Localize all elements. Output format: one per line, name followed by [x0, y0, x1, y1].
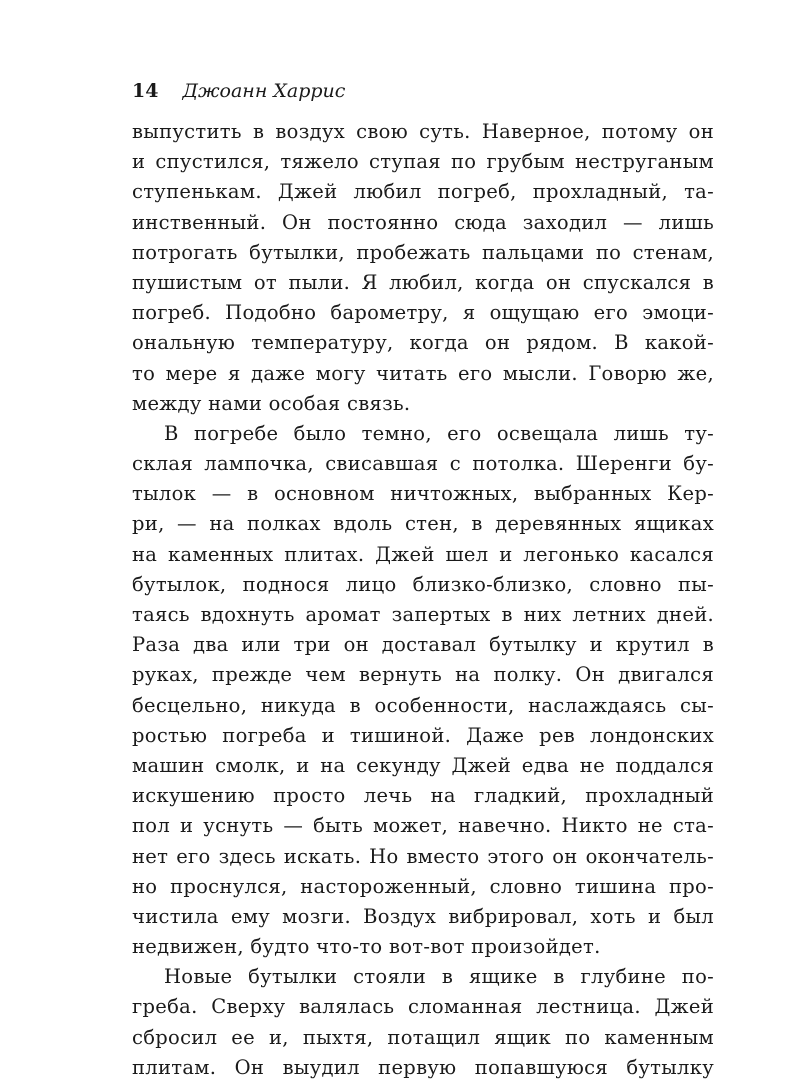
running-header [132, 80, 345, 102]
page-number: 14 [132, 80, 159, 102]
text-line: потрогать бутылки, пробежать пальцами по стенам, [132, 240, 714, 264]
text-line: и спустился, тяжело ступая по грубым неструганым [132, 150, 714, 174]
text-line: то мере я даже могу читать его мысли. Говорю же, [132, 361, 714, 385]
text-line: склая лампочка, свисавшая с потолка. Шеренги бу- [132, 452, 714, 476]
body-text [132, 117, 714, 1083]
text-line: ростью погреба и тишиной. Даже рев лондонских [132, 723, 714, 747]
text-line: бутылок, поднося лицо близко-близко, словно пы- [132, 572, 714, 596]
text-line: инственный. Он постоянно сюда заходил — лишь [132, 210, 714, 234]
text-line: сбросил ее и, пыхтя, потащил ящик по каменным [132, 1025, 714, 1049]
text-line: таясь вдохнуть аромат запертых в них летних дней. [132, 603, 714, 626]
text-line: руках, прежде чем вернуть на полку. Он двигался [132, 663, 714, 687]
text-line: Раза два или три он доставал бутылку и крутил в [132, 633, 714, 657]
text-line: между нами особая связь. [132, 391, 411, 415]
author-name: Джоанн Харрис [182, 80, 346, 102]
text-line: чистила ему мозги. Воздух вибрировал, хоть и был [132, 904, 714, 928]
text-line: бесцельно, никуда в особенности, наслаждаясь сы- [132, 693, 714, 717]
text-line: искушению просто лечь на гладкий, прохладный [132, 784, 714, 808]
text-line: нет его здесь искать. Но вместо этого он окончатель- [132, 844, 714, 868]
text-line: Новые бутылки стояли в ящике в глубине по- [164, 965, 714, 989]
text-line: ри, — на полках вдоль стен, в деревянных ящиках [132, 512, 714, 536]
text-line: пол и уснуть — быть может, навечно. Никто не ста- [132, 814, 714, 838]
text-line: выпустить в воздух свою суть. Наверное, потому он [132, 120, 714, 143]
text-line: пушистым от пыли. Я любил, когда он спускался в [132, 270, 714, 294]
text-line: машин смолк, и на секунду Джей едва не поддался [132, 753, 714, 777]
paragraph [132, 117, 714, 419]
text-line: В погребе было темно, его освещала лишь ту- [164, 421, 714, 445]
paragraph [132, 962, 714, 1083]
text-line: плитам. Он выудил первую попавшуюся бутылку [132, 1055, 714, 1079]
text-line: на каменных плитах. Джей шел и легонько касался [132, 542, 714, 566]
text-line: тылок — в основном ничтожных, выбранных Кер- [132, 482, 714, 506]
text-line: греба. Сверху валялась сломанная лестница. Джей [132, 995, 714, 1019]
text-line: погреб. Подобно барометру, я ощущаю его эмоци- [132, 301, 714, 325]
text-line: недвижен, будто что-то вот-вот произойдет. [132, 935, 601, 959]
paragraph [132, 419, 714, 962]
text-line: ональную температуру, когда он рядом. В какой- [132, 331, 714, 355]
text-line: ступенькам. Джей любил погреб, прохладный, та- [132, 180, 714, 204]
text-line: но проснулся, настороженный, словно тишина про- [132, 874, 714, 898]
